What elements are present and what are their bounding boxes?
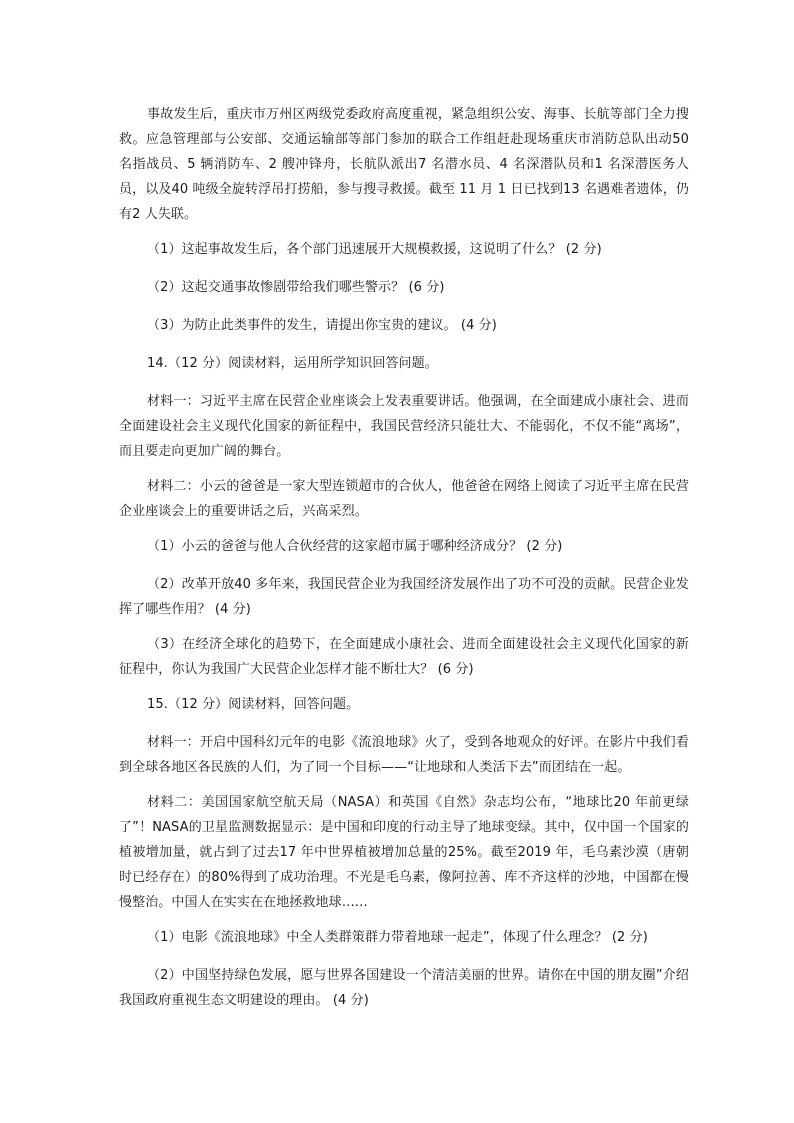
q15-material-2: 材料二：美国国家航空航天局（NASA）和英国《自然》杂志均公布，“地球比20 年前更绿了”！NASA的卫星监测数据显示：是中国和印度的行动主导了地球变绿。其中，仅中国一个国家的植被增加量，就占到了过去17 年中世界植被增加总量的25%。截至2019 年，毛乌素沙漠（唐朝时已经存在）的80%得到了成功治理。不光是毛乌素，像阿拉善、库不齐这样的沙地，中国都在慢慢整治。中国人在实实在在地拯救地球……	[119, 795, 689, 910]
document-page	[119, 102, 689, 1013]
q14-material-2: 材料二：小云的爸爸是一家大型连锁超市的合伙人，他爸爸在网络上阅读了习近平主席在民营企业座谈会上的重要讲话之后，兴高采烈。	[119, 479, 689, 519]
q15-material-1: 材料一：开启中国科幻元年的电影《流浪地球》火了，受到各地观众的好评。在影片中我们看到全球各地区各民族的人们，为了同一个目标——“让地球和人类活下去”而团结在一起。	[119, 735, 689, 775]
question-15-heading: 15.（12 分）阅读材料，回答问题。	[147, 697, 360, 712]
question-15-2: （2）中国坚持绿色发展，愿与世界各国建设一个清洁美丽的世界。请你在中国的朋友圈”介绍我国政府重视生态文明建设的理由。 (4 分)	[119, 968, 689, 1008]
question-14-2: （2）改革开放40 多年来，我国民营企业为我国经济发展作出了功不可没的贡献。民营企业发挥了哪些作用？ (4 分)	[119, 577, 689, 617]
question-14-1: （1）小云的爸爸与他人合伙经营的这家超市属于哪种经济成分？ (2 分)	[147, 539, 563, 554]
question-14-3: （3）在经济全球化的趋势下，在全面建成小康社会、进而全面建设社会主义现代化国家的新征程中，你认为我国广大民营企业怎样才能不断壮大？ (6 分)	[119, 637, 689, 677]
question-13-2: （2）这起交通事故惨剧带给我们哪些警示？ (6 分)	[147, 280, 445, 295]
incident-paragraph: 事故发生后，重庆市万州区两级党委政府高度重视，紧急组织公安、海事、长航等部门全力搜救。应急管理部与公安部、交通运输部等部门参加的联合工作组赶赴现场重庆市消防总队出动50 名指战员、5 辆消防车、2 艘冲锋舟，长航队派出7 名潜水员、4 名深潜队员和1 名深潜医务人员，以及40 吨级全旋转浮吊打捞船，参与搜寻救援。截至 11 月 1 日已找到13 名遇难者遗体，仍有2 人失联。	[119, 107, 689, 222]
question-13-3: （3）为防止此类事件的发生，请提出你宝贵的建议。 (4 分)	[147, 318, 497, 333]
q14-material-1: 材料一：习近平主席在民营企业座谈会上发表重要讲话。他强调，在全面建成小康社会、进而全面建设社会主义现代化国家的新征程中，我国民营经济只能壮大、不能弱化，不仅不能“离场”，而且要走向更加广阔的舞台。	[119, 394, 689, 459]
question-15-1: （1）电影《流浪地球》中全人类群策群力带着地球一起走”，体现了什么理念？ (2 分)	[147, 930, 648, 945]
question-14-heading: 14.（12 分）阅读材料，运用所学知识回答问题。	[147, 356, 438, 371]
question-13-1: （1）这起事故发生后，各个部门迅速展开大规模救援，这说明了什么？ (2 分)	[147, 242, 602, 257]
